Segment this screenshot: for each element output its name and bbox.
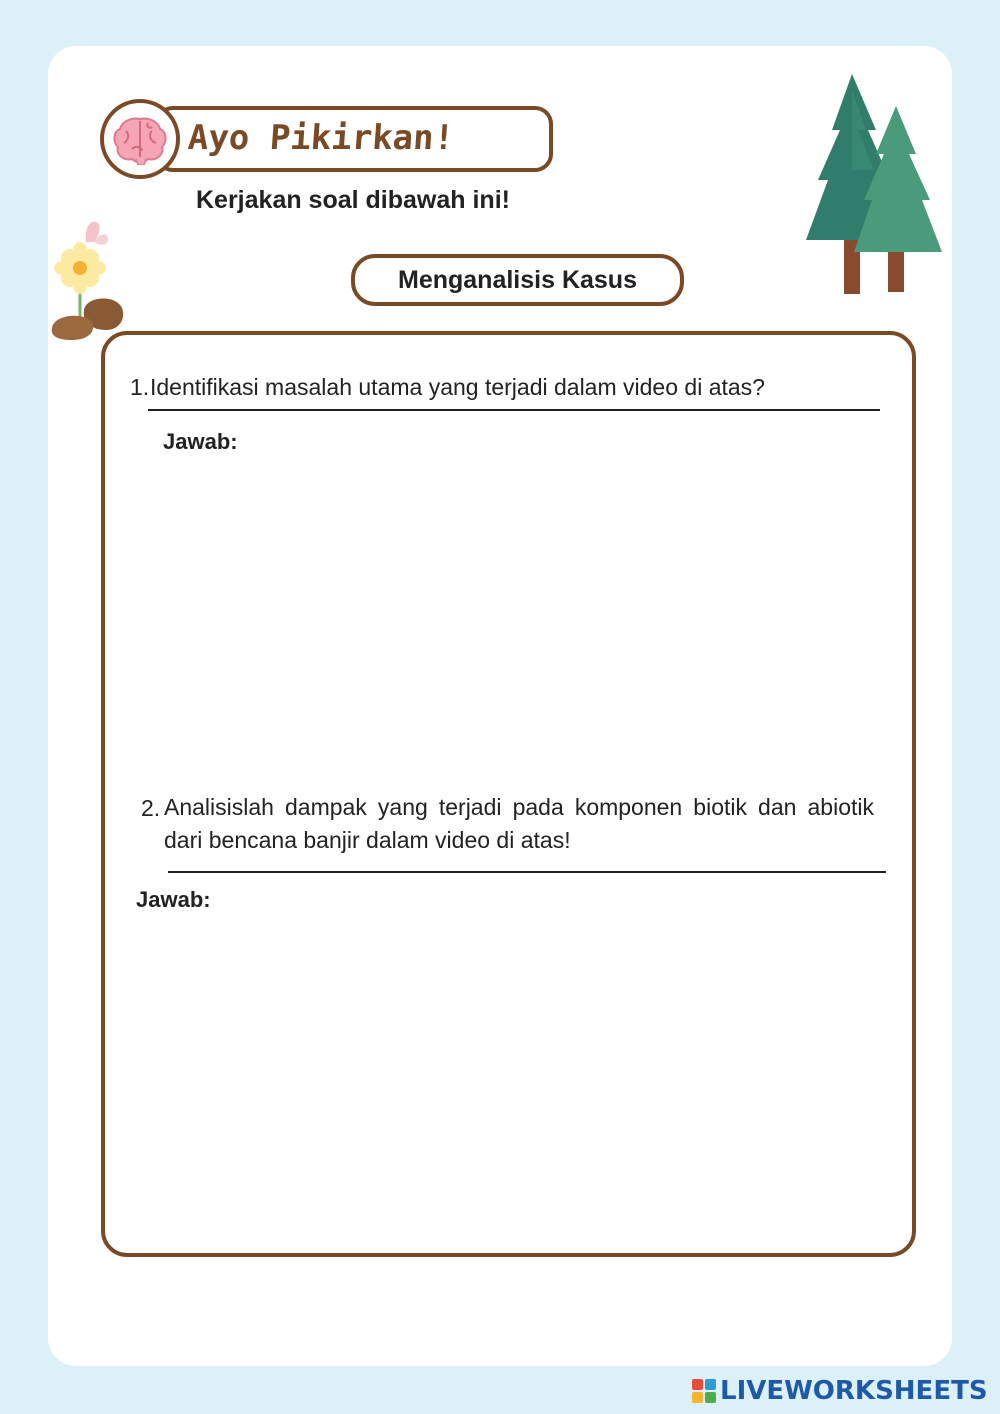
brain-badge bbox=[100, 99, 180, 179]
answer-2-label: Jawab: bbox=[136, 887, 211, 912]
flower-rocks-illustration bbox=[50, 218, 130, 347]
divider-line bbox=[148, 409, 880, 411]
question-1-text: Identifikasi masalah utama yang terjadi dalam video di atas? bbox=[150, 374, 765, 400]
instruction-text: Kerjakan soal dibawah ini! bbox=[196, 186, 510, 214]
liveworksheets-logo[interactable] bbox=[692, 1374, 988, 1408]
question-2-number: 2. bbox=[141, 795, 161, 821]
liveworksheets-icon bbox=[692, 1379, 716, 1403]
trees-illustration bbox=[806, 70, 946, 305]
section-title-label: Menganalisis Kasus bbox=[398, 265, 637, 294]
page-title: Ayo Pikirkan! bbox=[186, 118, 456, 158]
section-title bbox=[351, 254, 684, 306]
divider-line bbox=[168, 871, 886, 873]
brand-text: LIVEWORKSHEETS bbox=[720, 1376, 988, 1406]
question-1-number: 1. bbox=[130, 374, 150, 400]
answer-1-label: Jawab: bbox=[163, 429, 238, 454]
question-2-text: Analisislah dampak yang terjadi pada komponen biotik dan abiotik dari bencana banjir dalam video di atas! bbox=[164, 794, 874, 853]
brain-icon bbox=[112, 115, 168, 165]
